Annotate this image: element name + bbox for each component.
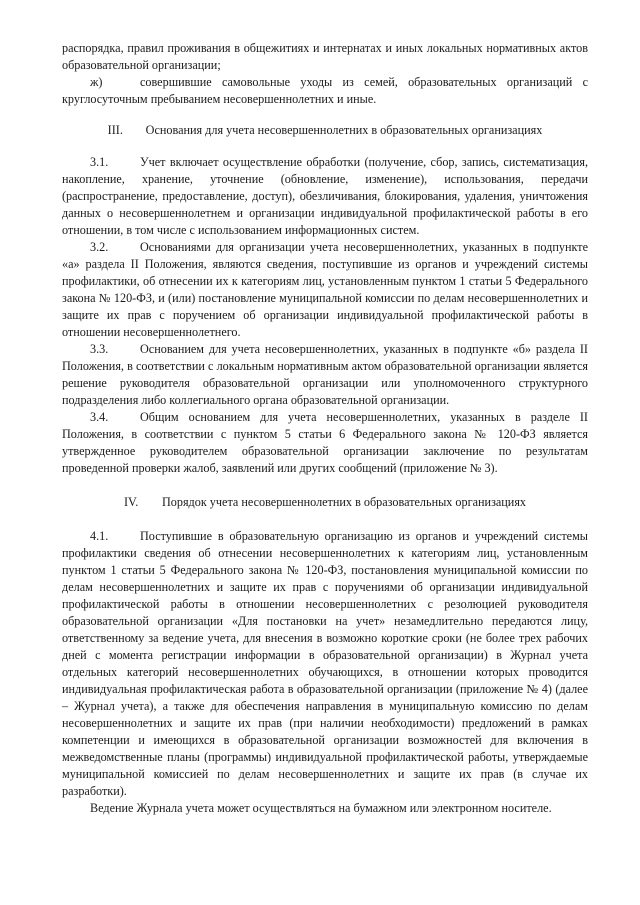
section-title: Основания для учета несовершеннолетних в образовательных организациях xyxy=(145,123,543,137)
paragraph-3-4 xyxy=(62,409,588,477)
paragraph-text: Поступившие в образовательную организацию из органов и учреждений системы профилактики сведения об отнесении несовершеннолетних к категориям лиц, установленным пунктом 1 статьи 5 Федерального закона № 120-ФЗ, постановления муниципальной комиссии по делам несовершеннолетних и защите их прав с поручениями об организации индивидуальной профилактической работы в отношении несовершеннолетних с резолюцией руководителя образовательной организации «Для постановки на учет» незамедлительно передаются лицу, ответственному за ведение учета, для внесения в возможно короткие сроки (не более трех рабочих дней с момента регистрации информации в образовательной организации) в Журнал учета отдельных категорий несовершеннолетних обучающихся, в отношении которых проводится индивидуальная профилактическая работа в образовательной организации (приложение № 4) (далее – Журнал учета), а также для обеспечения направления в муниципальную комиссию по делам несовершеннолетних и защите их прав (при наличии необходимости) предложений в рамках компетенции и имеющихся в образовательной организации возможностей для включения в межведомственные планы (программы) индивидуальной профилактической работы, утверждаемые муниципальной комиссией по делам несовершеннолетних и защите их прав (в случае их разработки). xyxy=(62,529,588,798)
list-item-zh xyxy=(62,74,588,108)
paragraph-text: Основанием для учета несовершеннолетних, указанных в подпункте «б» раздела II Положения, в соответствии с локальным нормативным актом образовательной организации является решение руководителя образовательной организации или уполномоченного структурного подразделения либо коллегиального органа образовательной организации. xyxy=(62,342,588,407)
paragraph-number: 3.1. xyxy=(90,155,109,169)
paragraph-number: 3.2. xyxy=(90,240,109,254)
paragraph-3-3 xyxy=(62,341,588,409)
list-item-number: ж) xyxy=(90,75,103,89)
section-number: IV. xyxy=(123,495,139,509)
list-item-text: совершившие самовольные уходы из семей, образовательных организаций с круглосуточным пребыванием несовершеннолетних и иные. xyxy=(62,75,588,106)
section-title: Порядок учета несовершеннолетних в образовательных организациях xyxy=(161,495,527,509)
paragraph-text: Основаниями для организации учета несовершеннолетних, указанных в подпункте «а» раздела II Положения, являются сведения, поступившие из органов и учреждений системы профилактики, об отнесении их к категориям лиц, установленным пунктом 1 статьи 5 Федерального закона № 120-ФЗ, и (или) постановление муниципальной комиссии по делам несовершеннолетних и защите их прав с поручением об организации индивидуальной профилактической работы в отношении несовершеннолетнего. xyxy=(62,240,588,339)
paragraph-text: Общим основанием для учета несовершеннолетних, указанных в разделе II Положения, в соответствии с пунктом 5 статьи 6 Федерального закона № 120-ФЗ является утвержденное руководителем образовательной организации заключение по результатам проведенной проверки жалоб, заявлений или других сообщений (приложение № 3). xyxy=(62,410,588,475)
paragraph-3-1 xyxy=(62,154,588,239)
paragraph-number: 4.1. xyxy=(90,529,109,543)
intro-paragraph: распорядка, правил проживания в общежитиях и интернатах и иных локальных нормативных актов образовательной организации; xyxy=(62,41,588,72)
paragraph-text: Учет включает осуществление обработки (получение, сбор, запись, систематизация, накопление, хранение, уточнение (обновление, изменение), использования, передачи (распространение, предоставление, доступ), обезличивания, блокирования, удаления, уничтожения данных о несовершеннолетнем и организации индивидуальной профилактической работы в его отношении, в том числе с использованием информационных систем. xyxy=(62,155,588,237)
closing-paragraph: Ведение Журнала учета может осуществляться на бумажном или электронном носителе. xyxy=(90,801,552,815)
paragraph-3-2 xyxy=(62,239,588,341)
section-4-heading xyxy=(62,494,588,511)
section-3-heading xyxy=(62,122,588,139)
section-number: III. xyxy=(107,123,123,137)
paragraph-number: 3.4. xyxy=(90,410,109,424)
paragraph-number: 3.3. xyxy=(90,342,109,356)
paragraph-4-1 xyxy=(62,528,588,800)
